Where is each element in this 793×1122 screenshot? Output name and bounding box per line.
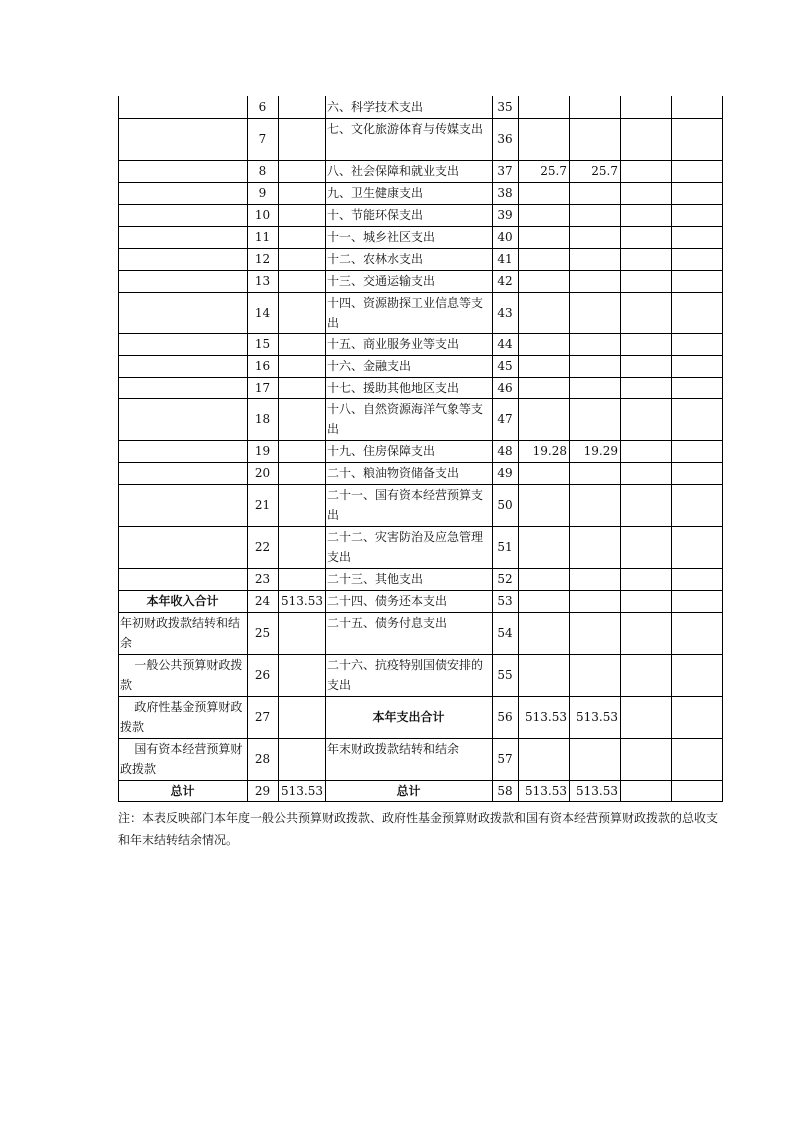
income-amount-cell (278, 333, 325, 355)
expense-line-no-cell: 56 (497, 710, 513, 724)
fund-budget-cell (620, 654, 671, 696)
expense-total-cell (518, 204, 569, 226)
expense-item-cell: 十、节能环保支出 (327, 208, 424, 222)
table-horizontal-rule (118, 398, 723, 399)
income-item-cell (118, 292, 247, 333)
income-amount-cell (278, 248, 325, 270)
state-capital-cell (671, 440, 722, 462)
income-amount-cell (278, 355, 325, 377)
expense-item-cell: 十四、资源勘探工业信息等支出 (327, 295, 484, 330)
income-item-cell (118, 355, 247, 377)
expense-item-cell: 本年支出合计 (372, 710, 445, 724)
general-budget-cell (569, 612, 620, 654)
fund-budget-cell (620, 590, 671, 612)
income-line-no-cell: 8 (258, 164, 267, 178)
income-amount-cell (278, 654, 325, 696)
income-line-no-cell: 20 (254, 466, 271, 480)
state-capital-cell (671, 182, 722, 204)
expense-total-cell (518, 248, 569, 270)
table-horizontal-rule (118, 226, 723, 227)
income-item-cell: 政府性基金预算财政拨款 (120, 700, 243, 734)
expense-line-no-cell: 44 (497, 337, 513, 351)
general-budget-cell (569, 270, 620, 292)
table-horizontal-rule (118, 355, 723, 356)
expense-item-cell: 年末财政拨款结转和结余 (327, 742, 460, 756)
expense-line-no-cell: 58 (497, 783, 513, 798)
state-capital-cell (671, 398, 722, 440)
expense-total-cell: 513.53 (525, 783, 567, 798)
fund-budget-cell (620, 738, 671, 780)
general-budget-cell (569, 398, 620, 440)
fund-budget-cell (620, 355, 671, 377)
fund-budget-cell (620, 182, 671, 204)
table-horizontal-rule (118, 204, 723, 205)
income-item-cell (118, 204, 247, 226)
income-item-cell (118, 226, 247, 248)
income-line-no-cell: 29 (254, 783, 271, 798)
state-capital-cell (671, 355, 722, 377)
income-amount-cell (278, 182, 325, 204)
expense-line-no-cell: 40 (497, 230, 513, 244)
expense-line-no-cell: 57 (497, 752, 513, 766)
income-item-cell (118, 526, 247, 568)
income-line-no-cell: 23 (254, 572, 271, 586)
general-budget-cell (569, 738, 620, 780)
general-budget-cell (569, 462, 620, 484)
table-horizontal-rule (118, 462, 723, 463)
income-amount-cell (278, 462, 325, 484)
expense-total-cell: 19.28 (532, 444, 567, 458)
expense-total-cell: 25.7 (540, 164, 567, 178)
income-item-cell: 国有资本经营预算财政拨款 (120, 742, 243, 776)
income-line-no-cell: 18 (254, 412, 271, 426)
income-line-no-cell: 14 (254, 305, 271, 320)
general-budget-cell (569, 377, 620, 398)
fund-budget-cell (620, 780, 671, 801)
state-capital-cell (671, 612, 722, 654)
fund-budget-cell (620, 568, 671, 590)
income-line-no-cell: 7 (258, 132, 267, 146)
income-amount-cell (278, 270, 325, 292)
income-amount-cell (278, 696, 325, 738)
state-capital-cell (671, 118, 722, 160)
income-amount-cell (278, 526, 325, 568)
income-line-no-cell: 25 (254, 626, 271, 640)
income-item-cell (118, 484, 247, 526)
state-capital-cell (671, 226, 722, 248)
general-budget-cell (569, 355, 620, 377)
general-budget-cell: 19.29 (583, 444, 618, 458)
fund-budget-cell (620, 612, 671, 654)
table-footnote: 注：本表反映部门本年度一般公共预算财政拨款、政府性基金预算财政拨款和国有资本经营预算财政拨款的总收支和年末结转结余情况。 (118, 811, 719, 847)
income-amount-cell (278, 738, 325, 780)
expense-item-cell: 十六、金融支出 (327, 359, 412, 373)
income-item-cell (118, 440, 247, 462)
general-budget-cell (569, 526, 620, 568)
table-horizontal-rule (118, 270, 723, 271)
income-line-no-cell: 11 (254, 230, 271, 244)
expense-item-cell: 十八、自然资源海洋气象等支出 (327, 402, 484, 436)
expense-item-cell: 九、卫生健康支出 (327, 186, 424, 200)
income-item-cell: 一般公共预算财政拨款 (120, 658, 243, 692)
expense-item-cell: 二十二、灾害防治及应急管理支出 (327, 530, 484, 564)
fund-budget-cell (620, 118, 671, 160)
fund-budget-cell (620, 160, 671, 182)
income-amount-cell (278, 292, 325, 333)
income-line-no-cell: 12 (254, 252, 271, 266)
fund-budget-cell (620, 270, 671, 292)
expense-total-cell (518, 333, 569, 355)
income-item-cell (118, 568, 247, 590)
table-horizontal-rule (118, 248, 723, 249)
income-item-cell (118, 270, 247, 292)
expense-item-cell: 二十一、国有资本经营预算支出 (327, 488, 484, 522)
expense-line-no-cell: 41 (497, 252, 513, 266)
table-horizontal-rule (118, 590, 723, 591)
income-item-cell (118, 182, 247, 204)
expense-line-no-cell: 52 (497, 572, 513, 586)
state-capital-cell (671, 526, 722, 568)
expense-total-cell (518, 484, 569, 526)
income-line-no-cell: 13 (254, 274, 271, 288)
general-budget-cell: 513.53 (576, 710, 618, 724)
income-amount-cell (278, 118, 325, 160)
income-line-no-cell: 16 (254, 359, 271, 373)
state-capital-cell (671, 568, 722, 590)
income-line-no-cell: 22 (254, 540, 271, 554)
general-budget-cell (569, 568, 620, 590)
table-horizontal-rule (118, 612, 723, 613)
table-horizontal-rule (118, 780, 723, 781)
expense-item-cell: 六、科学技术支出 (327, 100, 424, 114)
income-amount-cell (278, 226, 325, 248)
expense-line-no-cell: 37 (497, 164, 513, 178)
expense-item-cell: 十一、城乡社区支出 (327, 230, 436, 244)
income-line-no-cell: 26 (254, 668, 271, 682)
income-amount-cell (278, 96, 325, 118)
expense-line-no-cell: 47 (497, 412, 513, 426)
income-line-no-cell: 28 (254, 752, 271, 766)
expense-line-no-cell: 38 (497, 186, 513, 200)
table-horizontal-rule (118, 292, 723, 293)
expense-line-no-cell: 48 (497, 444, 513, 458)
table-horizontal-rule (118, 801, 723, 802)
general-budget-cell (569, 590, 620, 612)
table-horizontal-rule (118, 738, 723, 739)
expense-item-cell: 总计 (396, 783, 421, 798)
income-line-no-cell: 27 (254, 710, 271, 724)
income-item-cell (118, 333, 247, 355)
expense-item-cell: 二十四、债务还本支出 (327, 594, 448, 608)
state-capital-cell (671, 696, 722, 738)
income-amount-cell (278, 568, 325, 590)
general-budget-cell: 513.53 (576, 783, 618, 798)
expense-total-cell (518, 738, 569, 780)
state-capital-cell (671, 204, 722, 226)
general-budget-cell (569, 226, 620, 248)
income-line-no-cell: 6 (258, 100, 267, 114)
income-amount-cell (278, 160, 325, 182)
expense-item-cell: 十九、住房保障支出 (327, 444, 436, 458)
table-horizontal-rule (118, 333, 723, 334)
expense-item-cell: 十三、交通运输支出 (327, 274, 436, 288)
expense-total-cell (518, 118, 569, 160)
state-capital-cell (671, 160, 722, 182)
expense-line-no-cell: 46 (497, 380, 513, 395)
table-horizontal-rule (118, 696, 723, 697)
income-item-cell (118, 462, 247, 484)
income-item-cell (118, 377, 247, 398)
expense-total-cell (518, 270, 569, 292)
expense-item-cell: 七、文化旅游体育与传媒支出 (327, 122, 484, 136)
state-capital-cell (671, 333, 722, 355)
fund-budget-cell (620, 248, 671, 270)
income-amount-cell (278, 612, 325, 654)
state-capital-cell (671, 248, 722, 270)
fund-budget-cell (620, 292, 671, 333)
fund-budget-cell (620, 440, 671, 462)
expense-line-no-cell: 49 (497, 466, 513, 480)
state-capital-cell (671, 377, 722, 398)
table-horizontal-rule (118, 182, 723, 183)
expense-line-no-cell: 35 (497, 100, 513, 114)
expense-item-cell: 十七、援助其他地区支出 (327, 380, 460, 395)
expense-line-no-cell: 51 (497, 540, 513, 554)
expense-line-no-cell: 36 (497, 132, 513, 146)
income-line-no-cell: 15 (254, 337, 271, 351)
expense-total-cell (518, 96, 569, 118)
fund-budget-cell (620, 333, 671, 355)
income-amount-cell (278, 398, 325, 440)
income-line-no-cell: 10 (254, 208, 271, 222)
table-horizontal-rule (118, 118, 723, 119)
expense-line-no-cell: 39 (497, 208, 513, 222)
expense-total-cell (518, 612, 569, 654)
table-horizontal-rule (118, 484, 723, 485)
expense-item-cell: 二十六、抗疫特别国债安排的支出 (327, 658, 484, 692)
expense-total-cell (518, 526, 569, 568)
income-line-no-cell: 24 (254, 594, 271, 608)
expense-total-cell (518, 182, 569, 204)
income-item-cell (118, 160, 247, 182)
expense-total-cell (518, 355, 569, 377)
fund-budget-cell (620, 462, 671, 484)
expense-line-no-cell: 55 (497, 668, 513, 682)
expense-total-cell: 513.53 (525, 710, 567, 724)
table-horizontal-rule (118, 654, 723, 655)
income-item-cell (118, 96, 247, 118)
expense-line-no-cell: 43 (497, 305, 513, 320)
income-item-cell (118, 118, 247, 160)
fund-budget-cell (620, 226, 671, 248)
expense-line-no-cell: 42 (497, 274, 513, 288)
fund-budget-cell (620, 377, 671, 398)
income-item-cell: 本年收入合计 (146, 594, 219, 608)
expense-item-cell: 十二、农林水支出 (327, 252, 424, 266)
income-item-cell: 总计 (170, 783, 195, 798)
general-budget-cell (569, 182, 620, 204)
general-budget-cell (569, 96, 620, 118)
table-horizontal-rule (118, 160, 723, 161)
fund-budget-cell (620, 484, 671, 526)
general-budget-cell (569, 118, 620, 160)
general-budget-cell: 25.7 (591, 164, 618, 178)
fund-budget-cell (620, 96, 671, 118)
expense-total-cell (518, 398, 569, 440)
income-item-cell (118, 248, 247, 270)
expense-total-cell (518, 654, 569, 696)
table-horizontal-rule (118, 377, 723, 378)
expense-line-no-cell: 53 (497, 594, 513, 608)
fund-budget-cell (620, 204, 671, 226)
expense-total-cell (518, 292, 569, 333)
state-capital-cell (671, 270, 722, 292)
expense-total-cell (518, 568, 569, 590)
table-horizontal-rule (118, 440, 723, 441)
expense-item-cell: 二十、粮油物资储备支出 (327, 466, 460, 480)
state-capital-cell (671, 780, 722, 801)
fund-budget-cell (620, 526, 671, 568)
state-capital-cell (671, 590, 722, 612)
income-amount-cell: 513.53 (281, 783, 323, 798)
general-budget-cell (569, 333, 620, 355)
expense-item-cell: 十五、商业服务业等支出 (327, 337, 460, 351)
expense-total-cell (518, 226, 569, 248)
table-horizontal-rule (118, 568, 723, 569)
state-capital-cell (671, 484, 722, 526)
income-amount-cell (278, 377, 325, 398)
general-budget-cell (569, 248, 620, 270)
general-budget-cell (569, 654, 620, 696)
income-amount-cell (278, 204, 325, 226)
income-amount-cell (278, 484, 325, 526)
state-capital-cell (671, 96, 722, 118)
table-horizontal-rule (118, 526, 723, 527)
income-line-no-cell: 21 (254, 498, 271, 512)
fund-budget-cell (620, 398, 671, 440)
expense-item-cell: 二十三、其他支出 (327, 572, 424, 586)
income-line-no-cell: 19 (254, 444, 271, 458)
expense-total-cell (518, 590, 569, 612)
income-item-cell (118, 398, 247, 440)
expense-total-cell (518, 377, 569, 398)
general-budget-cell (569, 204, 620, 226)
state-capital-cell (671, 738, 722, 780)
income-amount-cell: 513.53 (281, 594, 323, 608)
state-capital-cell (671, 292, 722, 333)
state-capital-cell (671, 654, 722, 696)
income-line-no-cell: 9 (258, 186, 267, 200)
fund-budget-cell (620, 696, 671, 738)
general-budget-cell (569, 484, 620, 526)
expense-line-no-cell: 50 (497, 498, 513, 512)
expense-item-cell: 八、社会保障和就业支出 (327, 164, 460, 178)
expense-total-cell (518, 462, 569, 484)
general-budget-cell (569, 292, 620, 333)
expense-line-no-cell: 54 (497, 626, 513, 640)
income-item-cell: 年初财政拨款结转和结余 (120, 616, 241, 650)
expense-line-no-cell: 45 (497, 359, 513, 373)
income-amount-cell (278, 440, 325, 462)
expense-item-cell: 二十五、债务付息支出 (327, 616, 448, 630)
income-line-no-cell: 17 (254, 380, 271, 395)
state-capital-cell (671, 462, 722, 484)
